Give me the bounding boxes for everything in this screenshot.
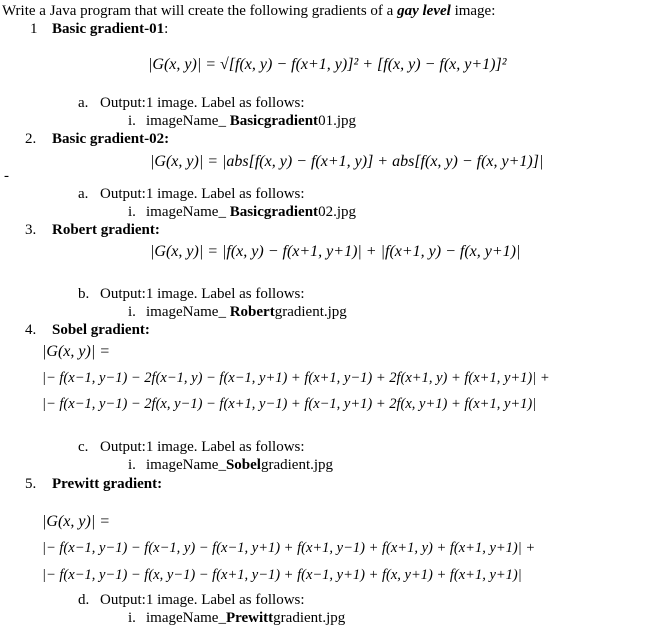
label-suffix: gradient.jpg (260, 457, 334, 473)
formula-prewitt-line-3: |− f(x−1, y−1) − f(x, y−1) − f(x+1, y−1) + f(x−1, y+1) + f(x, y+1) + f(x+1, y+1)| (42, 567, 522, 583)
section-number: 5. (25, 476, 37, 492)
label-line (128, 610, 345, 627)
intro-prefix: Write a Java program that will create the following gradients of a (2, 3, 398, 19)
label-prefix: imageName_ (146, 610, 226, 626)
intro-line (2, 3, 495, 20)
section-3-heading (25, 222, 160, 239)
section-number: 2. (25, 131, 37, 147)
label-suffix: 01.jpg (318, 113, 356, 129)
label-prefix: imageName_ (146, 457, 226, 473)
section-4-heading (25, 322, 150, 339)
formula-prewitt-line-2: |− f(x−1, y−1) − f(x−1, y) − f(x−1, y+1) + f(x+1, y−1) + f(x+1, y) + f(x+1, y+1)| + (42, 540, 536, 556)
label-prefix: imageName_ (146, 204, 230, 220)
label-line (128, 204, 356, 221)
output-line (78, 286, 305, 303)
output-text: Output:1 image. Label as follows: (100, 592, 305, 608)
label-prefix: imageName_ (146, 113, 230, 129)
section-5-heading (25, 476, 162, 493)
formula-prewitt-line-1: |G(x, y)| = (42, 513, 111, 530)
label-roman: i. (128, 113, 136, 129)
label-bold: Basicgradient (229, 113, 319, 129)
label-roman: i. (128, 204, 136, 220)
output-line (78, 592, 305, 609)
output-line (78, 439, 305, 456)
formula-basic-gradient-02: |G(x, y)| = |abs[f(x, y) − f(x+1, y)] + abs[f(x, y) − f(x, y+1)]| (150, 153, 544, 170)
section-2-heading (25, 131, 169, 148)
section-number: 1 (30, 21, 38, 37)
label-bold: Sobel (225, 457, 261, 473)
label-suffix: gradient.jpg (273, 610, 346, 626)
label-prefix: imageName_ (146, 304, 230, 320)
label-bold: Robert (229, 304, 275, 320)
label-line (128, 304, 347, 321)
intro-suffix: image: (450, 3, 496, 19)
label-bold: Basicgradient (229, 204, 319, 220)
output-text: Output:1 image. Label as follows: (100, 186, 305, 202)
output-line (78, 186, 305, 203)
section-title: Sobel gradient: (52, 322, 150, 338)
label-line (128, 457, 333, 474)
section-title: Prewitt gradient: (52, 476, 163, 492)
section-number: 3. (25, 222, 37, 238)
formula-sobel-line-3: |− f(x−1, y−1) − 2f(x, y−1) − f(x+1, y−1) + f(x−1, y+1) + 2f(x, y+1) + f(x+1, y+1)| (42, 396, 537, 412)
section-1-heading (30, 21, 168, 38)
section-title-suffix: : (164, 21, 169, 37)
output-letter: a. (78, 95, 89, 111)
output-text: Output:1 image. Label as follows: (100, 95, 305, 111)
label-suffix: gradient.jpg (274, 304, 347, 320)
label-roman: i. (128, 457, 136, 473)
output-letter: a. (78, 186, 89, 202)
output-letter: d. (78, 592, 90, 608)
output-text: Output:1 image. Label as follows: (100, 439, 305, 455)
formula-sobel-line-1: |G(x, y)| = (42, 343, 111, 360)
formula-robert-gradient: |G(x, y)| = |f(x, y) − f(x+1, y+1)| + |f(x+1, y) − f(x, y+1)| (150, 243, 521, 260)
section-title: Robert gradient: (52, 222, 160, 238)
output-text: Output:1 image. Label as follows: (100, 286, 305, 302)
output-letter: c. (78, 439, 89, 455)
output-letter: b. (78, 286, 90, 302)
formula-sobel-line-2: |− f(x−1, y−1) − 2f(x−1, y) − f(x−1, y+1) + f(x+1, y−1) + 2f(x+1, y) + f(x+1, y+1)| + (42, 370, 550, 386)
label-line (128, 113, 356, 130)
output-line (78, 95, 305, 112)
section-title: Basic gradient-02: (52, 131, 170, 147)
label-suffix: 02.jpg (318, 204, 356, 220)
section-number: 4. (25, 322, 37, 338)
intro-emphasis: gay level (397, 3, 451, 19)
section-title: Basic gradient-01 (52, 21, 165, 37)
label-bold: Prewitt (225, 610, 274, 626)
stray-mark: - (4, 168, 9, 184)
label-roman: i. (128, 610, 136, 626)
formula-basic-gradient-01: |G(x, y)| = √[f(x, y) − f(x+1, y)]² + [f(x, y) − f(x, y+1)]² (148, 56, 507, 73)
label-roman: i. (128, 304, 136, 320)
